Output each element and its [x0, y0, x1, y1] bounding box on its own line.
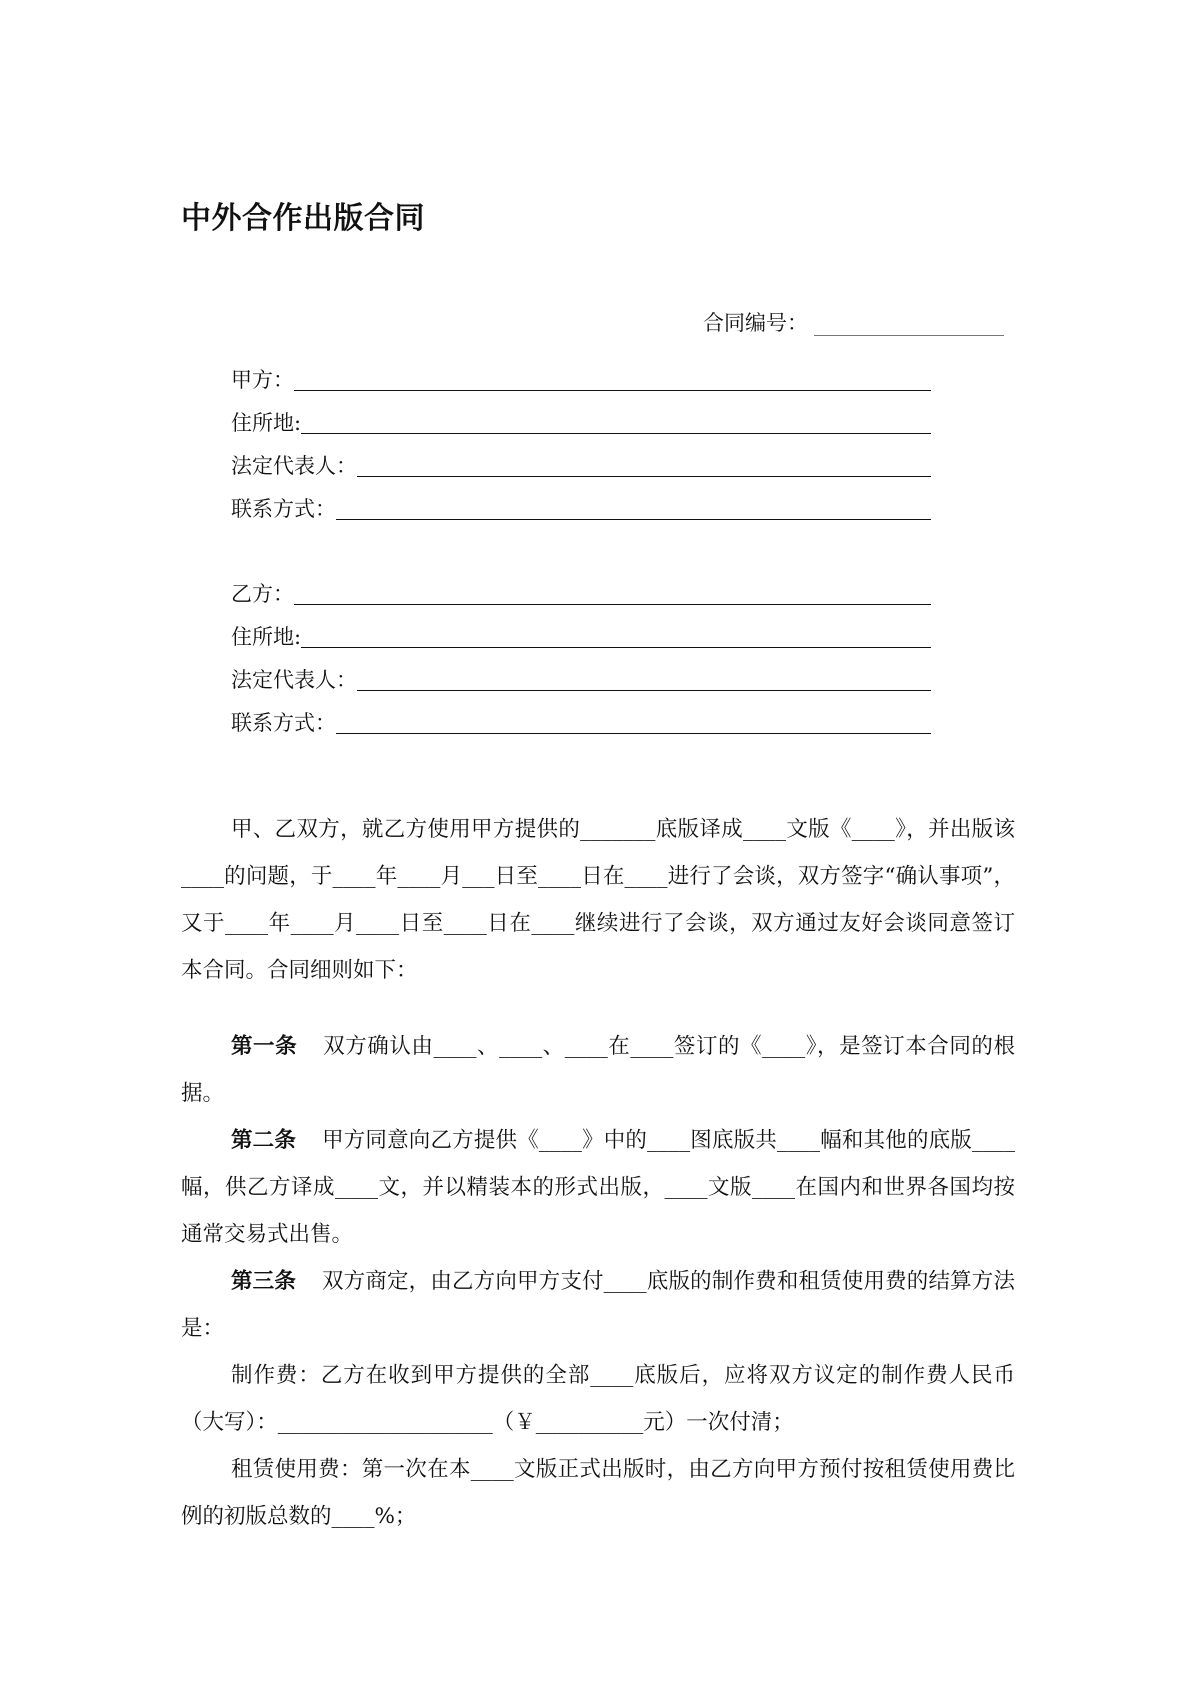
article-3-text: 双方商定，由乙方向甲方支付____底版的制作费和租赁使用费的结算方法是： — [181, 1269, 1015, 1341]
party-b-address-label: 住所地: — [231, 625, 302, 649]
party-b-address-row — [231, 608, 931, 651]
contract-number-label: 合同编号： — [703, 311, 808, 335]
party-b-contact-row — [231, 694, 931, 737]
preamble-paragraph: 甲、乙双方，就乙方使用甲方提供的_______底版译成____文版《____》，并出版该____的问题，于____年____月___日至____日在____进行了会谈，双方签字“确认事项”，又于____年____月____日至____日在____继续进行了会谈，双方通过友好会谈同意签订本合同。合同细则如下： — [181, 817, 1015, 983]
contract-number-blank — [814, 315, 1004, 336]
article-2-heading: 第二条 — [231, 1128, 297, 1153]
article-1-paragraph — [181, 1023, 1015, 1117]
party-b-name-label: 乙方： — [231, 582, 294, 606]
party-a-block — [231, 351, 931, 523]
party-a-rep-row — [231, 437, 931, 480]
document-title: 中外合作出版合同 — [181, 201, 425, 236]
article-2-text: 甲方同意向乙方提供《____》中的____图底版共____幅和其他的底版____幅，供乙方译成____文，并以精装本的形式出版，____文版____在国内和世界各国均按通常交易式出售。 — [181, 1128, 1015, 1247]
party-a-name-row — [231, 351, 931, 394]
party-b-address-blank — [301, 621, 931, 648]
party-a-contact-blank — [336, 493, 931, 520]
party-b-name-blank — [294, 578, 931, 605]
party-a-address-blank — [301, 407, 931, 434]
party-a-contact-row — [231, 480, 931, 523]
contract-number — [703, 309, 1004, 337]
party-b-contact-label: 联系方式： — [231, 711, 336, 735]
article-3-heading: 第三条 — [231, 1269, 296, 1294]
party-a-rep-blank — [357, 450, 931, 477]
party-b-rep-label: 法定代表人： — [231, 668, 357, 692]
party-b-block — [231, 565, 931, 737]
article-2-paragraph — [181, 1117, 1015, 1258]
party-a-name-label: 甲方： — [231, 368, 294, 392]
article-3-paragraph — [181, 1258, 1015, 1352]
party-b-name-row — [231, 565, 931, 608]
party-b-contact-blank — [336, 707, 931, 734]
party-b-rep-blank — [357, 664, 931, 691]
party-a-rep-label: 法定代表人： — [231, 454, 357, 478]
party-a-contact-label: 联系方式： — [231, 497, 336, 521]
party-a-address-label: 住所地: — [231, 411, 302, 435]
party-a-address-row — [231, 394, 931, 437]
rental-fee-paragraph: 租赁使用费：第一次在本____文版正式出版时，由乙方向甲方预付按租赁使用费比例的初版总数的____%； — [181, 1457, 1015, 1529]
article-1-heading: 第一条 — [231, 1034, 298, 1059]
party-b-rep-row — [231, 651, 931, 694]
production-fee-paragraph: 制作费：乙方在收到甲方提供的全部____底版后，应将双方议定的制作费人民币（大写）：____________________（￥__________元）一次付清； — [181, 1363, 1015, 1435]
party-a-name-blank — [294, 364, 931, 391]
article-1-text: 双方确认由____、____、____在____签订的《____》，是签订本合同的根据。 — [181, 1034, 1015, 1106]
